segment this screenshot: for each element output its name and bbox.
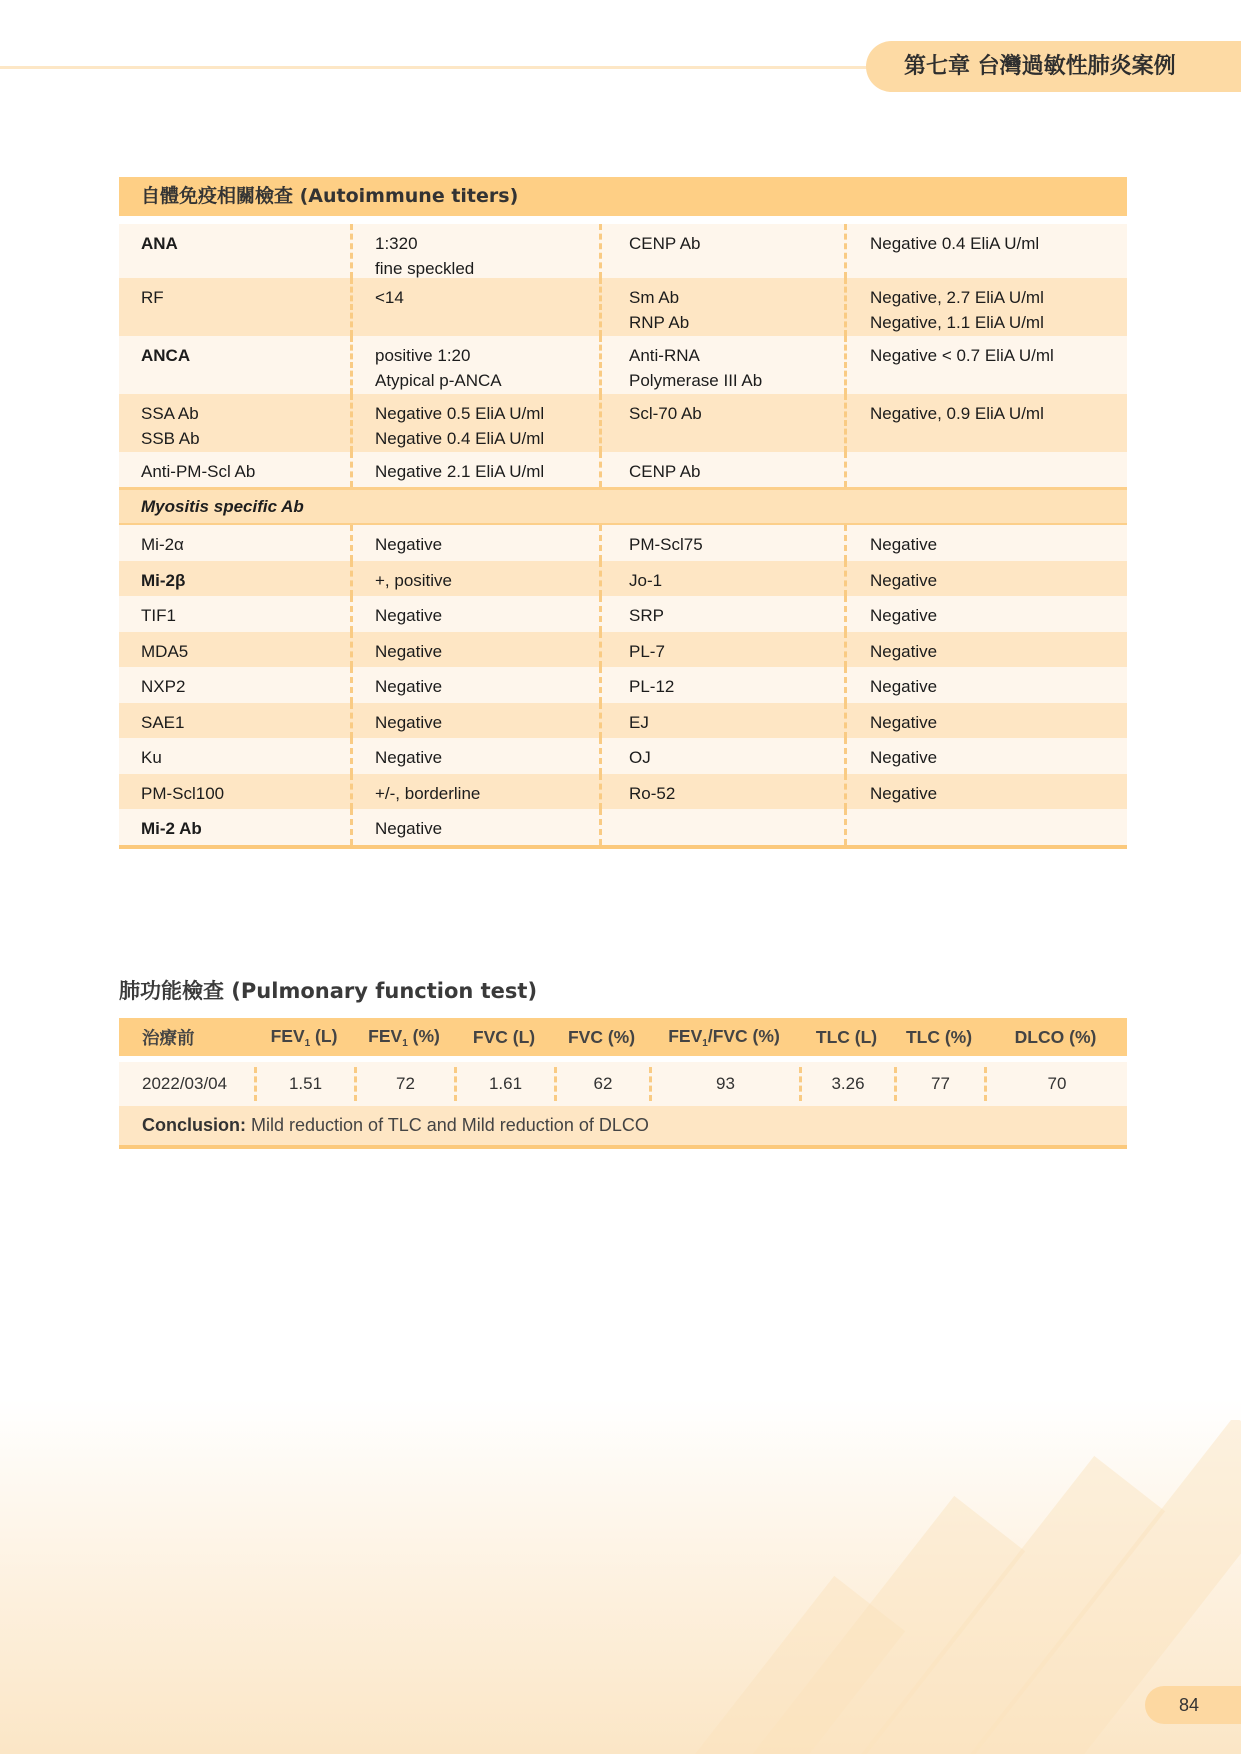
table-row [119, 632, 1127, 668]
pft-data-cell: 70 [984, 1067, 1127, 1101]
table-row [119, 703, 1127, 739]
table-cell: 1:320 fine speckled [350, 224, 599, 278]
pft-data-cell: 62 [554, 1067, 649, 1101]
table-cell: RF [141, 288, 164, 307]
table-cell: SAE1 [141, 712, 185, 732]
table-cell: Negative [350, 525, 599, 561]
table-cell: CENP Ab [599, 452, 844, 487]
autoimmune-table [119, 177, 1127, 849]
table-cell: Negative [844, 561, 1127, 597]
table-cell: SSA Ab SSB Ab [141, 404, 200, 448]
table-cell: Negative [350, 809, 599, 845]
pft-data-cell: 2022/03/04 [142, 1074, 228, 1093]
table-cell: Negative [350, 667, 599, 703]
table-cell: Negative [350, 738, 599, 774]
table-cell: <14 [350, 278, 599, 336]
table-row [119, 336, 1127, 394]
table-cell: ANA [141, 234, 178, 253]
header-rule [0, 66, 880, 69]
pft-header-cell: TLC (%) [905, 1026, 973, 1047]
pft-header-cell: $FEV_1$ (L) [270, 1025, 338, 1049]
pft-data-cell: 1.51 [254, 1067, 354, 1101]
table-cell: Ku [141, 748, 162, 767]
table-cell: Negative [844, 774, 1127, 810]
chapter-title: 第七章 台灣過敏性肺炎案例 [866, 41, 1241, 92]
table-cell: Mi-2α [141, 535, 184, 554]
table-cell: Ro-52 [599, 774, 844, 810]
table-cell: EJ [599, 703, 844, 739]
table-cell: positive 1:20 Atypical p-ANCA [350, 336, 599, 394]
table-cell: Negative [844, 703, 1127, 739]
table-cell: Negative 2.1 EliA U/ml [350, 452, 599, 487]
myositis-rows [119, 525, 1127, 845]
table-cell: Negative [844, 632, 1127, 668]
table-cell: Negative [350, 632, 599, 668]
pft-table [119, 1018, 1127, 1149]
table-cell [844, 452, 1127, 487]
table-cell: Scl-70 Ab [599, 394, 844, 452]
table-cell: ANCA [141, 346, 191, 365]
table-cell: Negative, 2.7 EliA U/ml Negative, 1.1 EliA U/ml [844, 278, 1127, 336]
table-cell: Negative, 0.9 EliA U/ml [844, 394, 1127, 452]
table-cell: +, positive [350, 561, 599, 597]
myositis-section-title: Myositis specific Ab [119, 487, 1127, 525]
table-cell: CENP Ab [599, 224, 844, 278]
table-cell: OJ [599, 738, 844, 774]
pft-title: 肺功能檢查 (Pulmonary function test) [119, 979, 538, 1003]
table-cell: Negative < 0.7 EliA U/ml [844, 336, 1127, 394]
table-cell: MDA5 [141, 641, 189, 661]
table-cell: Negative [350, 596, 599, 632]
pft-header-cell: DLCO (%) [1014, 1026, 1097, 1047]
table-row [119, 525, 1127, 561]
table-cell: Negative 0.4 EliA U/ml [844, 224, 1127, 278]
table-cell: PM-Scl75 [599, 525, 844, 561]
table-cell: Jo-1 [599, 561, 844, 597]
autoimmune-table-title: 自體免疫相關檢查 (Autoimmune titers) [119, 177, 1127, 216]
pft-data-row [119, 1062, 1127, 1106]
pft-data-cell: 1.61 [454, 1067, 554, 1101]
table-cell: PM-Scl100 [141, 783, 225, 803]
table-cell: Negative [350, 703, 599, 739]
table-cell: Mi-2β [141, 570, 186, 590]
pft-data-cell: 3.26 [799, 1067, 894, 1101]
pft-header-cell: 治療前 [142, 1027, 195, 1048]
pft-conclusion-label: Conclusion: [142, 1115, 246, 1135]
pft-header-cell: $FEV_1$ (%) [368, 1025, 440, 1049]
table-row [119, 738, 1127, 774]
table-cell [844, 809, 1127, 845]
table-cell: Negative 0.5 EliA U/ml Negative 0.4 EliA U/ml [350, 394, 599, 452]
background-decoration [0, 1420, 1241, 1754]
table-cell: SRP [599, 596, 844, 632]
autoimmune-rows [119, 224, 1127, 487]
pft-conclusion-text: Mild reduction of TLC and Mild reduction of DLCO [246, 1115, 649, 1135]
pft-conclusion [119, 1106, 1127, 1145]
table-cell: Anti-RNA Polymerase III Ab [599, 336, 844, 394]
table-row [119, 596, 1127, 632]
table-cell: Negative [844, 596, 1127, 632]
pft-data-cell: 93 [649, 1067, 799, 1101]
table-row [119, 774, 1127, 810]
table-row [119, 278, 1127, 336]
table-row [119, 561, 1127, 597]
pft-data-cell: 72 [354, 1067, 454, 1101]
table-cell: PL-12 [599, 667, 844, 703]
table-cell: Anti-PM-Scl Ab [141, 462, 256, 481]
pft-header-cell: TLC (L) [815, 1026, 878, 1047]
pft-header-cell: FVC (%) [567, 1026, 636, 1047]
table-cell: Negative [844, 525, 1127, 561]
table-cell: Negative [844, 667, 1127, 703]
table-row [119, 452, 1127, 487]
pft-header-cell: FVC (L) [472, 1026, 536, 1047]
table-cell: TIF1 [141, 606, 176, 625]
pft-data-cell: 77 [894, 1067, 984, 1101]
table-cell: PL-7 [599, 632, 844, 668]
table-cell: Mi-2 Ab [141, 819, 202, 838]
table-row [119, 224, 1127, 278]
table-cell [599, 809, 844, 845]
pft-header-row [119, 1018, 1127, 1056]
table-cell: +/-, borderline [350, 774, 599, 810]
table-cell: NXP2 [141, 677, 186, 696]
pft-header-cell: $FEV_1$/FVC (%) [668, 1025, 780, 1049]
table-cell: Negative [844, 738, 1127, 774]
table-cell: Sm Ab RNP Ab [599, 278, 844, 336]
page-number: 84 [1145, 1686, 1241, 1724]
table-row [119, 809, 1127, 845]
table-row [119, 394, 1127, 452]
table-row [119, 667, 1127, 703]
